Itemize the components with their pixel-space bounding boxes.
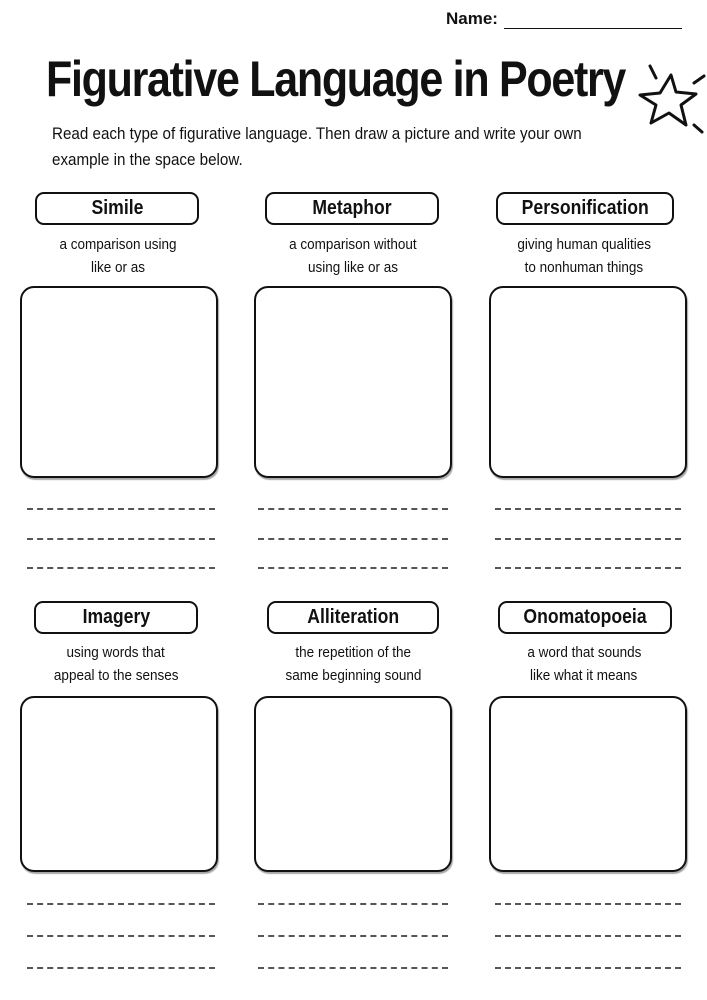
writing-line[interactable] <box>258 508 448 510</box>
drawing-box-alliteration[interactable] <box>254 696 452 872</box>
drawing-box-metaphor[interactable] <box>254 286 452 478</box>
writing-line[interactable] <box>258 967 448 969</box>
writing-line[interactable] <box>258 935 448 937</box>
definition-alliteration: the repetition of the same beginning sound <box>285 644 421 684</box>
definition-onomatopoeia: a word that sounds like what it means <box>526 644 642 684</box>
term-label-simile: Simile <box>35 192 199 225</box>
writing-line[interactable] <box>27 538 215 540</box>
drawing-box-onomatopoeia[interactable] <box>489 696 687 872</box>
definition-simile: a comparison using like or as <box>59 236 177 276</box>
name-input-line[interactable] <box>504 8 682 29</box>
writing-line[interactable] <box>27 967 215 969</box>
definition-imagery: using words that appeal to the senses <box>53 644 179 684</box>
writing-line[interactable] <box>258 903 448 905</box>
name-label: Name: <box>446 9 498 28</box>
drawing-box-imagery[interactable] <box>20 696 218 872</box>
writing-line[interactable] <box>27 903 215 905</box>
writing-line[interactable] <box>495 508 681 510</box>
writing-line[interactable] <box>27 567 215 569</box>
drawing-box-personification[interactable] <box>489 286 687 478</box>
writing-line[interactable] <box>495 538 681 540</box>
term-label-imagery: Imagery <box>34 601 198 634</box>
star-icon <box>626 50 706 135</box>
writing-line[interactable] <box>495 935 681 937</box>
page-title: Figurative Language in Poetry <box>46 51 626 107</box>
writing-line[interactable] <box>27 508 215 510</box>
writing-line[interactable] <box>258 567 448 569</box>
term-label-personification: Personification <box>496 192 674 225</box>
writing-line[interactable] <box>495 903 681 905</box>
term-label-alliteration: Alliteration <box>267 601 439 634</box>
definition-metaphor: a comparison without using like or as <box>289 236 417 276</box>
term-label-metaphor: Metaphor <box>265 192 439 225</box>
writing-line[interactable] <box>495 967 681 969</box>
name-field[interactable] <box>446 8 682 29</box>
writing-line[interactable] <box>258 538 448 540</box>
term-label-onomatopoeia: Onomatopoeia <box>498 601 672 634</box>
writing-line[interactable] <box>27 935 215 937</box>
drawing-box-simile[interactable] <box>20 286 218 478</box>
instructions: Read each type of figurative language. Then draw a picture and write your own example in the space below. <box>52 125 582 169</box>
definition-personification: giving human qualities to nonhuman things <box>517 236 651 276</box>
writing-line[interactable] <box>495 567 681 569</box>
